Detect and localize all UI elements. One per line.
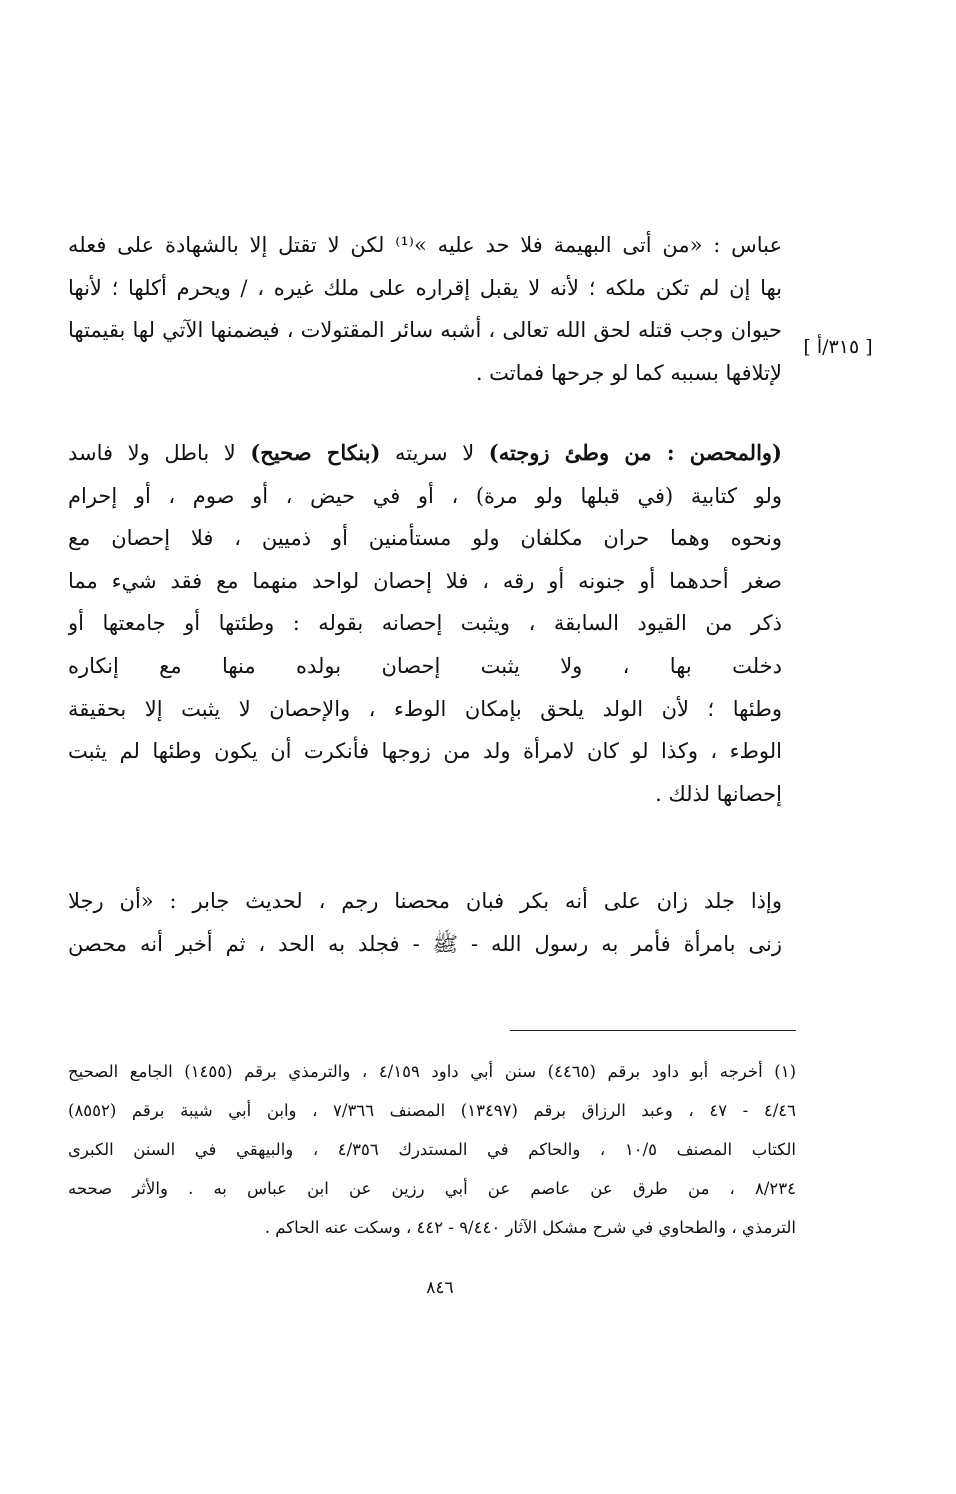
- text-line: ولو كتابية (في قبلها ولو مرة) ، أو في حيض ، أو صوم ، أو إحرام: [68, 483, 782, 508]
- text-line: الوطء ، وكذا لو كان لامرأة ولد من زوجها فأنكرت أن يكون وطئها لم يثبت: [68, 739, 782, 764]
- paragraph-2: [68, 432, 782, 815]
- margin-folio-reference: [ ٣١٥/أ ]: [803, 336, 873, 358]
- footnote-line: الترمذي ، والطحاوي في شرح مشكل الآثار ٩/٤٤٠ - ٤٤٢ ، وسكت عنه الحاكم .: [264, 1218, 796, 1237]
- text-line: إحصانها لذلك .: [655, 781, 782, 806]
- text-line: زنى بامرأة فأمر به رسول الله - ﷺ - فجلد به الحد ، ثم أخبر أنه محصن: [68, 931, 782, 956]
- paragraph-1: [68, 224, 782, 394]
- text-line: صغر أحدهما أو جنونه أو رقه ، فلا إحصان لواحد منهما مع فقد شيء مما: [68, 568, 782, 593]
- footnotes: [68, 1052, 796, 1247]
- bold-term: (والمحصن : من وطئ زوجته): [488, 440, 782, 465]
- paragraph-3: [68, 880, 782, 965]
- footnote-line: ٤/٤٦ - ٤٧ ، وعبد الرزاق برقم (١٣٤٩٧) المصنف ٧/٣٦٦ ، وابن أبي شيبة برقم (٨٥٥٢): [68, 1101, 796, 1120]
- footnote-line: ٨/٢٣٤ ، من طرق عن عاصم عن أبي رزين عن ابن عباس به . والأثر صححه: [68, 1179, 796, 1198]
- text-line: دخلت بها ، ولا يثبت إحصان بولده منها مع إنكاره: [68, 653, 782, 678]
- text-line: بها إن لم تكن ملكه ؛ لأنه لا يقبل إقراره على ملك غيره ، / ويحرم أكلها ؛ لأنها: [68, 275, 782, 300]
- text-line: لإتلافها بسببه كما لو جرحها فماتت .: [475, 360, 782, 385]
- text-span: لا سريته: [380, 441, 489, 465]
- footnote-separator: [510, 1030, 796, 1031]
- text-line: [68, 432, 782, 475]
- text-line: ذكر من القيود السابقة ، ويثبت إحصانه بقوله : وطئتها أو جامعتها أو: [68, 611, 782, 636]
- text-line: وطئها ؛ لأن الولد يلحق بإمكان الوطء ، والإحصان لا يثبت إلا بحقيقة: [68, 696, 782, 721]
- text-span: لا باطل ولا فاسد: [68, 441, 251, 465]
- text-line: وإذا جلد زان على أنه بكر فبان محصنا رجم ، لحديث جابر : «أن رجلا: [68, 889, 782, 913]
- footnote-line: (١) أخرجه أبو داود برقم (٤٤٦٥) سنن أبي داود ٤/١٥٩ ، والترمذي برقم (١٤٥٥) الجامع الصحيح: [68, 1062, 796, 1081]
- page-number: ٨٤٦: [426, 1278, 454, 1298]
- text-line: ونحوه وهما حران مكلفان ولو مستأمنين أو ذميين ، فلا إحصان مع: [68, 526, 782, 551]
- bold-term: (بنكاح صحيح): [250, 440, 381, 465]
- footnote-line: الكتاب المصنف ١٠/٥ ، والحاكم في المستدرك ٤/٣٥٦ ، والبيهقي في السنن الكبرى: [68, 1140, 796, 1159]
- text-line: عباس : «من أتى البهيمة فلا حد عليه »⁽¹⁾ لكن لا تقتل إلا بالشهادة على فعله: [68, 233, 782, 257]
- text-line: حيوان وجب قتله لحق الله تعالى ، أشبه سائر المقتولات ، فيضمنها الآتي لها بقيمتها: [68, 318, 782, 343]
